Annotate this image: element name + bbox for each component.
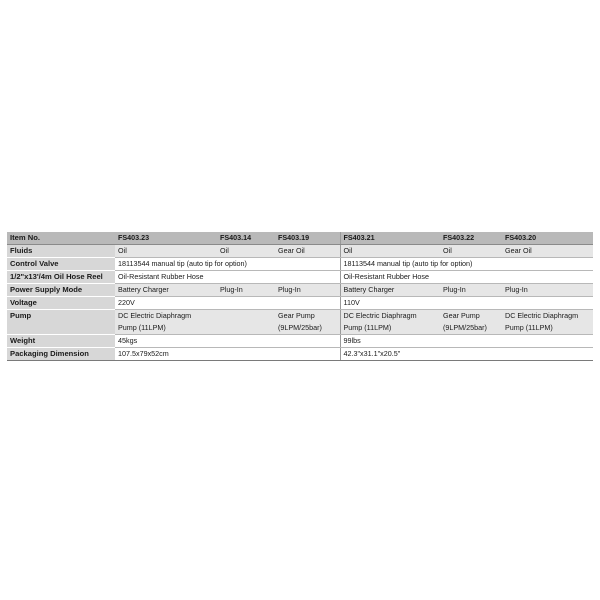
power-supply-cell: Plug-In (440, 284, 502, 297)
control-valve-cell: 18113544 manual tip (auto tip for option) (115, 258, 340, 271)
header-row (7, 232, 593, 245)
row-label-control-valve: Control Valve (7, 258, 115, 271)
row-label-packaging: Packaging Dimension (7, 348, 115, 361)
voltage-row (7, 297, 593, 310)
pump-line: Pump (11LPM) (343, 323, 392, 332)
packaging-cell: 107.5x79x52cm (115, 348, 340, 361)
pump-cell (275, 310, 340, 335)
spec-table (7, 232, 593, 361)
item-no-cell: FS403.21 (340, 232, 440, 245)
pump-line: (9LPM/25bar) (443, 323, 487, 332)
row-label-fluids: Fluids (7, 245, 115, 258)
hose-reel-cell: Oil-Resistant Rubber Hose (340, 271, 593, 284)
pump-cell (115, 310, 217, 335)
power-supply-cell: Battery Charger (340, 284, 440, 297)
row-label-item-no: Item No. (7, 232, 115, 245)
pump-line: (9LPM/25bar) (278, 323, 322, 332)
power-supply-cell: Plug-In (502, 284, 593, 297)
voltage-cell: 110V (340, 297, 593, 310)
pump-cell (440, 310, 502, 335)
weight-cell: 99lbs (340, 335, 593, 348)
weight-row (7, 335, 593, 348)
pump-line: Gear Pump (443, 311, 480, 320)
voltage-cell: 220V (115, 297, 340, 310)
row-label-voltage: Voltage (7, 297, 115, 310)
pump-line: DC Electric Diaphragm (118, 311, 192, 320)
power-supply-cell: Plug-In (275, 284, 340, 297)
packaging-row (7, 348, 593, 361)
pump-cell (340, 310, 440, 335)
row-label-hose-reel: 1/2"x13'/4m Oil Hose Reel (7, 271, 115, 284)
fluids-cell: Oil (440, 245, 502, 258)
hose-reel-row (7, 271, 593, 284)
row-label-pump: Pump (7, 310, 115, 335)
weight-cell: 45kgs (115, 335, 340, 348)
pump-line: DC Electric Diaphragm (505, 311, 579, 320)
fluids-cell: Gear Oil (275, 245, 340, 258)
pump-line: DC Electric Diaphragm (343, 311, 417, 320)
packaging-cell: 42.3"x31.1"x20.5" (340, 348, 593, 361)
item-no-cell: FS403.20 (502, 232, 593, 245)
item-no-cell: FS403.22 (440, 232, 502, 245)
pump-line: Pump (11LPM) (118, 323, 166, 332)
hose-reel-cell: Oil-Resistant Rubber Hose (115, 271, 340, 284)
fluids-cell: Oil (340, 245, 440, 258)
pump-cell (502, 310, 593, 335)
pump-row (7, 310, 593, 335)
fluids-row (7, 245, 593, 258)
power-supply-row (7, 284, 593, 297)
power-supply-cell: Battery Charger (115, 284, 217, 297)
fluids-cell: Gear Oil (502, 245, 593, 258)
fluids-cell: Oil (115, 245, 217, 258)
control-valve-row (7, 258, 593, 271)
item-no-cell: FS403.23 (115, 232, 217, 245)
item-no-cell: FS403.19 (275, 232, 340, 245)
pump-line: Pump (11LPM) (505, 323, 553, 332)
item-no-cell: FS403.14 (217, 232, 275, 245)
pump-cell (217, 310, 275, 335)
pump-line: Gear Pump (278, 311, 315, 320)
fluids-cell: Oil (217, 245, 275, 258)
control-valve-cell: 18113544 manual tip (auto tip for option) (340, 258, 593, 271)
row-label-power-supply: Power Supply Mode (7, 284, 115, 297)
power-supply-cell: Plug-In (217, 284, 275, 297)
row-label-weight: Weight (7, 335, 115, 348)
